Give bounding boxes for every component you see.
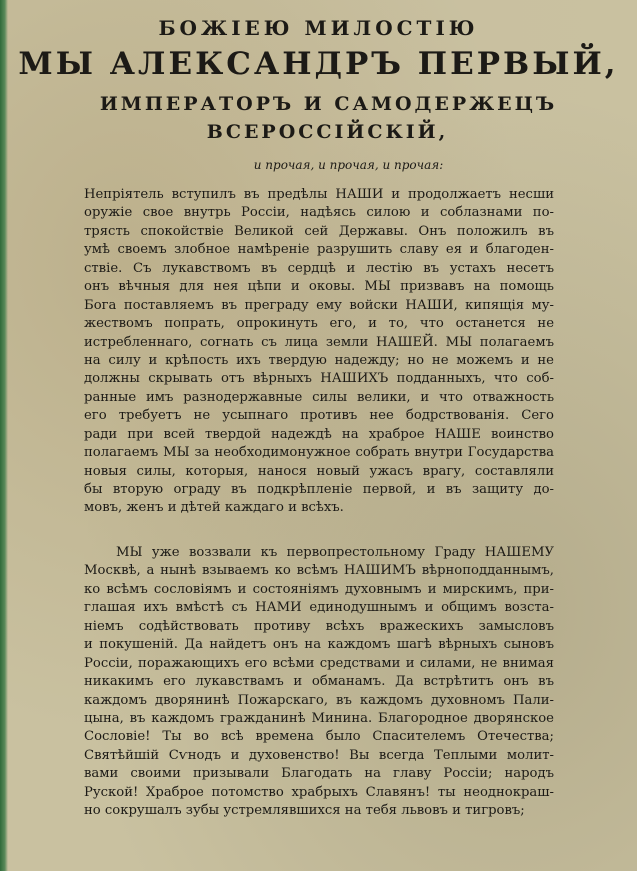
text-line: Непріятель вступилъ въ предѣлы НАШИ и продолжаетъ несши <box>84 187 554 202</box>
text-line: ко всѣмъ сословіямъ и состояніямъ духовнымъ и мирскимъ, при- <box>84 581 554 597</box>
text-line: ранные имъ разнодержавные силы велики, и что отважность <box>84 389 554 405</box>
text-line: вами своими призывали Благодать на главу Россіи; народъ <box>84 766 554 782</box>
text-line: никакимъ его лукавствамъ и обманамъ. Да встрѣтитъ онъ въ <box>84 674 554 690</box>
text-line: глашая ихъ вмѣстѣ съ НАМИ единодушнымъ и общимъ возста- <box>84 600 554 616</box>
text-line: Сословіе! Ты во всѣ времена было Спасителемъ Отечества; <box>84 729 554 745</box>
text-line: но сокрушалъ зубы устремлявшихся на тебя львовъ и тигровъ; <box>84 803 525 819</box>
text-line: МЫ уже воззвали къ первопрестольному Граду НАШЕМУ <box>116 545 554 560</box>
text-line: на силу и крѣпость ихъ твердую надежду; но не можемъ и не <box>84 352 554 368</box>
text-line: жествомъ попрать, опрокинуть его, и то, что останется не <box>84 316 554 332</box>
heading-all-russian: ВСЕРОССІЙСКІЙ, <box>206 121 449 143</box>
text-line: истребленнаго, согнать съ лица земли НАШЕЙ. МЫ полагаемъ <box>84 334 554 350</box>
text-line: ніемъ содѣйствовать противу всѣхъ вражескихъ замысловъ <box>84 618 554 634</box>
text-line: новыя силы, которыя, нанося новый ужасъ врагу, составляли <box>84 463 554 479</box>
page-edge <box>0 0 8 871</box>
text-line: бы вторую ограду въ подкрѣпленіе первой, и въ защиту до- <box>84 482 554 497</box>
text-line: и покушеній. Да найдетъ онъ на каждомъ шагѣ вѣрныхъ сыновъ <box>84 637 554 653</box>
text-line: Москвѣ, а нынѣ взываемъ ко всѣмъ НАШИМЪ вѣрноподданнымъ, <box>84 563 554 579</box>
text-line: должны скрывать отъ вѣрныхъ НАШИХЪ подданныхъ, что соб- <box>84 371 554 387</box>
paragraph-2 <box>84 544 554 821</box>
text-line: цына, въ каждомъ гражданинѣ Минина. Благородное дворянское <box>84 710 554 726</box>
heading-emperor-name: МЫ АЛЕКСАНДРЪ ПЕРВЫЙ, <box>18 46 619 82</box>
text-line: полагаемъ МЫ за необходимонужное собрать внутри Государства <box>84 445 554 461</box>
heading-by-grace: БОЖІЕЮ МИЛОСТІЮ <box>158 16 479 40</box>
text-line: Бога поставляемъ въ преграду ему войски НАШИ, кипящія му- <box>84 297 554 313</box>
text-line: каждомъ дворянинѣ Пожарскаго, въ каждомъ духовномъ Пали- <box>84 692 554 708</box>
text-line: Святѣйшій Сѵнодъ и духовенство! Вы всегда Теплыми молит- <box>84 747 554 763</box>
text-line: его требуетъ не усыпнаго противъ нее бодрствованія. Сего <box>84 408 554 424</box>
text-line: онъ вѣчныя для нея цѣпи и оковы. МЫ призвавъ на помощь <box>84 279 554 295</box>
paragraph-1 <box>84 186 554 518</box>
text-line: умѣ своемъ злобное намѣреніе разрушить славу ея и благоден- <box>84 242 554 258</box>
text-line: мовъ, женъ и дѣтей каждаго и всѣхъ. <box>84 500 344 516</box>
text-line: трясть спокойствіе Великой сей Державы. Онъ положилъ въ <box>84 223 554 239</box>
heading-etcetera: и прочая, и прочая, и прочая: <box>253 158 444 172</box>
text-line: ствіе. Съ лукавствомъ въ сердцѣ и лестію въ устахъ несетъ <box>84 260 554 276</box>
text-line: оружіе свое внутрь Россіи, надѣясь силою и соблазнами по- <box>84 205 554 221</box>
text-line: ради при всей твердой надеждѣ на храброе НАШЕ воинство <box>84 426 554 442</box>
text-line: Россіи, поражающихъ его всѣми средствами и силами, не внимая <box>84 655 554 671</box>
text-line: Руской! Храброе потомство храбрыхъ Славянъ! ты неоднокраш- <box>84 784 554 800</box>
heading-emperor-title: ИМПЕРАТОРЪ И САМОДЕРЖЕЦЪ <box>99 93 558 115</box>
